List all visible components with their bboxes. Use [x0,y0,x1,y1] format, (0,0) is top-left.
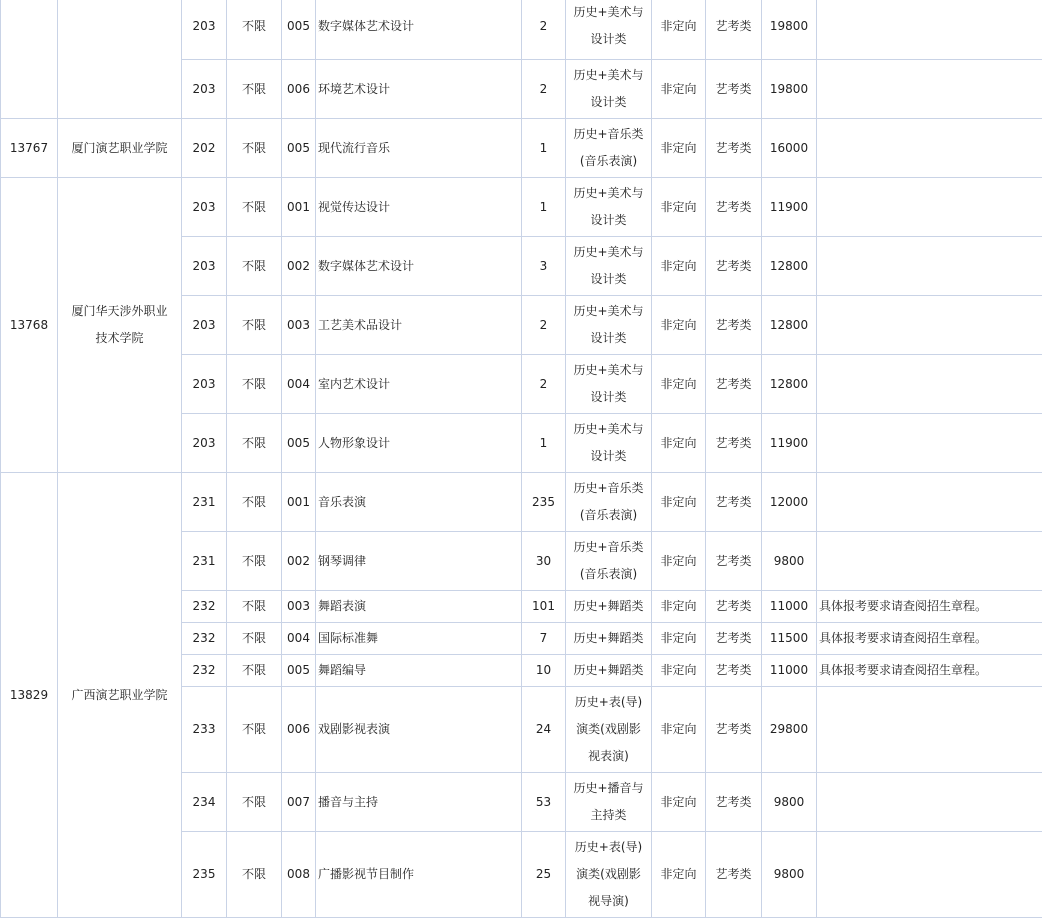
subject-requirement-cell: 历史+舞蹈类 [566,623,652,655]
tuition-cell: 19800 [762,0,817,60]
orientation-cell: 非定向 [652,623,706,655]
category-cell: 艺考类 [706,296,762,355]
major-code-cell: 004 [282,355,316,414]
orientation-cell: 非定向 [652,832,706,918]
table-row [1,473,1042,532]
limit-cell: 不限 [227,832,282,918]
category-cell: 艺考类 [706,655,762,687]
group-code-cell: 232 [182,623,227,655]
group-code-cell: 203 [182,0,227,60]
limit-cell: 不限 [227,532,282,591]
major-code-cell: 005 [282,655,316,687]
major-name-cell: 室内艺术设计 [316,355,522,414]
group-code-cell: 231 [182,532,227,591]
limit-cell: 不限 [227,355,282,414]
school-name-cell [58,0,182,119]
note-cell [817,832,1042,918]
tuition-cell: 11000 [762,655,817,687]
note-cell [817,532,1042,591]
tuition-cell: 11900 [762,178,817,237]
category-cell: 艺考类 [706,237,762,296]
tuition-cell: 16000 [762,119,817,178]
group-code-cell: 233 [182,687,227,773]
limit-cell: 不限 [227,237,282,296]
major-code-cell: 003 [282,296,316,355]
category-cell: 艺考类 [706,60,762,119]
orientation-cell: 非定向 [652,773,706,832]
group-code-cell: 203 [182,414,227,473]
subject-requirement-cell: 历史+播音与主持类 [566,773,652,832]
quota-cell: 235 [522,473,566,532]
tuition-cell: 11000 [762,591,817,623]
school-code-cell [1,0,58,119]
school-name-cell: 广西演艺职业学院 [58,473,182,918]
major-code-cell: 006 [282,60,316,119]
subject-requirement-cell: 历史+表(导)演类(戏剧影视表演) [566,687,652,773]
group-code-cell: 203 [182,355,227,414]
major-name-cell: 现代流行音乐 [316,119,522,178]
category-cell: 艺考类 [706,119,762,178]
note-cell: 具体报考要求请查阅招生章程。 [817,623,1042,655]
subject-requirement-cell: 历史+音乐类(音乐表演) [566,119,652,178]
tuition-cell: 9800 [762,532,817,591]
limit-cell: 不限 [227,687,282,773]
tuition-cell: 12800 [762,296,817,355]
major-code-cell: 004 [282,623,316,655]
limit-cell: 不限 [227,591,282,623]
category-cell: 艺考类 [706,623,762,655]
subject-requirement-cell: 历史+美术与设计类 [566,355,652,414]
quota-cell: 2 [522,0,566,60]
tuition-cell: 12800 [762,237,817,296]
quota-cell: 101 [522,591,566,623]
limit-cell: 不限 [227,296,282,355]
major-name-cell: 视觉传达设计 [316,178,522,237]
category-cell: 艺考类 [706,355,762,414]
subject-requirement-cell: 历史+美术与设计类 [566,178,652,237]
subject-requirement-cell: 历史+音乐类(音乐表演) [566,473,652,532]
major-code-cell: 008 [282,832,316,918]
major-code-cell: 007 [282,773,316,832]
orientation-cell: 非定向 [652,0,706,60]
quota-cell: 3 [522,237,566,296]
orientation-cell: 非定向 [652,414,706,473]
school-code-cell: 13768 [1,178,58,473]
note-cell [817,237,1042,296]
note-cell [817,296,1042,355]
group-code-cell: 203 [182,237,227,296]
category-cell: 艺考类 [706,773,762,832]
category-cell: 艺考类 [706,687,762,773]
subject-requirement-cell: 历史+音乐类(音乐表演) [566,532,652,591]
major-code-cell: 002 [282,532,316,591]
category-cell: 艺考类 [706,591,762,623]
subject-requirement-cell: 历史+舞蹈类 [566,591,652,623]
subject-requirement-cell: 历史+舞蹈类 [566,655,652,687]
orientation-cell: 非定向 [652,473,706,532]
note-cell: 具体报考要求请查阅招生章程。 [817,655,1042,687]
major-name-cell: 环境艺术设计 [316,60,522,119]
school-name-cell: 厦门演艺职业学院 [58,119,182,178]
orientation-cell: 非定向 [652,296,706,355]
note-cell [817,0,1042,60]
major-name-cell: 舞蹈表演 [316,591,522,623]
category-cell: 艺考类 [706,414,762,473]
major-code-cell: 001 [282,178,316,237]
quota-cell: 1 [522,119,566,178]
category-cell: 艺考类 [706,178,762,237]
tuition-cell: 11900 [762,414,817,473]
group-code-cell: 202 [182,119,227,178]
subject-requirement-cell: 历史+美术与设计类 [566,237,652,296]
note-cell [817,414,1042,473]
subject-requirement-cell: 历史+美术与设计类 [566,414,652,473]
note-cell [817,60,1042,119]
school-name-cell: 厦门华天涉外职业技术学院 [58,178,182,473]
group-code-cell: 234 [182,773,227,832]
orientation-cell: 非定向 [652,655,706,687]
major-name-cell: 钢琴调律 [316,532,522,591]
subject-requirement-cell: 历史+美术与设计类 [566,60,652,119]
group-code-cell: 203 [182,178,227,237]
limit-cell: 不限 [227,0,282,60]
note-cell [817,473,1042,532]
orientation-cell: 非定向 [652,60,706,119]
orientation-cell: 非定向 [652,687,706,773]
quota-cell: 30 [522,532,566,591]
group-code-cell: 232 [182,591,227,623]
major-name-cell: 戏剧影视表演 [316,687,522,773]
orientation-cell: 非定向 [652,355,706,414]
tuition-cell: 11500 [762,623,817,655]
orientation-cell: 非定向 [652,178,706,237]
orientation-cell: 非定向 [652,237,706,296]
note-cell [817,355,1042,414]
limit-cell: 不限 [227,60,282,119]
table-body [1,0,1042,918]
major-name-cell: 广播影视节目制作 [316,832,522,918]
orientation-cell: 非定向 [652,591,706,623]
note-cell [817,773,1042,832]
category-cell: 艺考类 [706,532,762,591]
table-row [1,119,1042,178]
major-code-cell: 002 [282,237,316,296]
tuition-cell: 12800 [762,355,817,414]
quota-cell: 2 [522,60,566,119]
limit-cell: 不限 [227,655,282,687]
major-name-cell: 数字媒体艺术设计 [316,237,522,296]
major-code-cell: 005 [282,119,316,178]
quota-cell: 53 [522,773,566,832]
limit-cell: 不限 [227,623,282,655]
group-code-cell: 232 [182,655,227,687]
major-name-cell: 数字媒体艺术设计 [316,0,522,60]
note-cell [817,178,1042,237]
major-code-cell: 005 [282,0,316,60]
quota-cell: 2 [522,355,566,414]
limit-cell: 不限 [227,473,282,532]
quota-cell: 25 [522,832,566,918]
note-cell [817,687,1042,773]
limit-cell: 不限 [227,178,282,237]
major-code-cell: 001 [282,473,316,532]
quota-cell: 1 [522,178,566,237]
major-name-cell: 播音与主持 [316,773,522,832]
group-code-cell: 203 [182,296,227,355]
limit-cell: 不限 [227,773,282,832]
tuition-cell: 12000 [762,473,817,532]
school-code-cell: 13767 [1,119,58,178]
school-code-cell: 13829 [1,473,58,918]
major-code-cell: 003 [282,591,316,623]
note-cell [817,119,1042,178]
major-name-cell: 国际标准舞 [316,623,522,655]
orientation-cell: 非定向 [652,532,706,591]
major-name-cell: 音乐表演 [316,473,522,532]
quota-cell: 10 [522,655,566,687]
quota-cell: 24 [522,687,566,773]
major-name-cell: 舞蹈编导 [316,655,522,687]
quota-cell: 2 [522,296,566,355]
quota-cell: 7 [522,623,566,655]
note-cell: 具体报考要求请查阅招生章程。 [817,591,1042,623]
category-cell: 艺考类 [706,832,762,918]
major-name-cell: 工艺美术品设计 [316,296,522,355]
subject-requirement-cell: 历史+美术与设计类 [566,296,652,355]
limit-cell: 不限 [227,414,282,473]
orientation-cell: 非定向 [652,119,706,178]
category-cell: 艺考类 [706,473,762,532]
major-code-cell: 006 [282,687,316,773]
subject-requirement-cell: 历史+表(导)演类(戏剧影视导演) [566,832,652,918]
major-code-cell: 005 [282,414,316,473]
tuition-cell: 19800 [762,60,817,119]
group-code-cell: 235 [182,832,227,918]
tuition-cell: 29800 [762,687,817,773]
category-cell: 艺考类 [706,0,762,60]
quota-cell: 1 [522,414,566,473]
subject-requirement-cell: 历史+美术与设计类 [566,0,652,60]
table-row [1,178,1042,237]
tuition-cell: 9800 [762,773,817,832]
group-code-cell: 203 [182,60,227,119]
major-name-cell: 人物形象设计 [316,414,522,473]
limit-cell: 不限 [227,119,282,178]
group-code-cell: 231 [182,473,227,532]
tuition-cell: 9800 [762,832,817,918]
table-row [1,0,1042,60]
